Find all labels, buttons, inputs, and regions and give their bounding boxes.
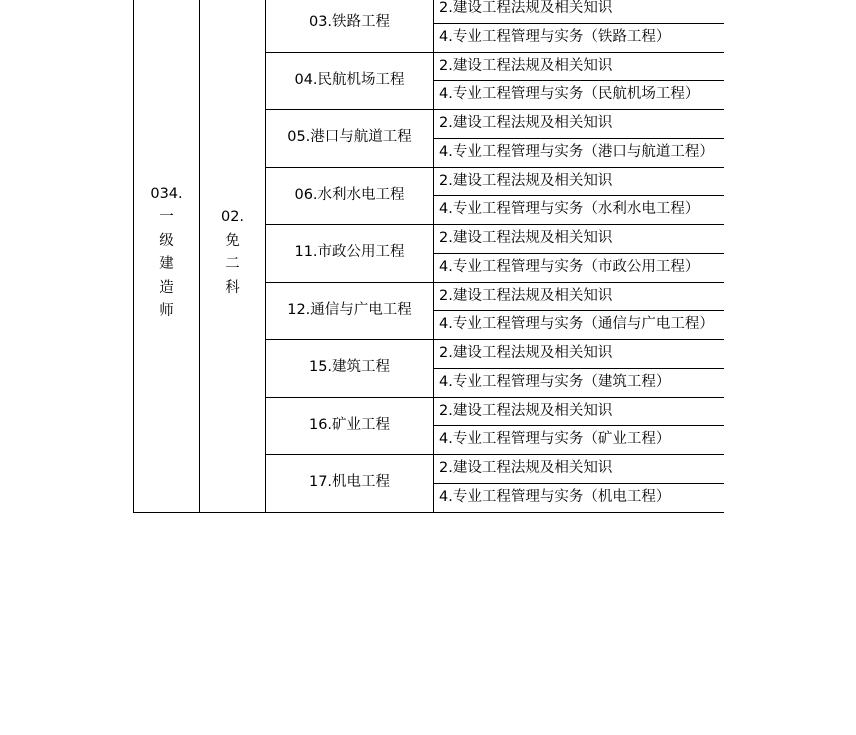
major-name-cell: 15.建筑工程 [266,340,434,398]
subject-cell: 2.建设工程法规及相关知识 [434,282,725,311]
major-name-cell: 11.市政公用工程 [266,225,434,283]
category-code: 034. [150,185,183,202]
category-cell [134,0,200,512]
subject-cell: 2.建设工程法规及相关知识 [434,0,725,23]
subject-cell: 2.建设工程法规及相关知识 [434,225,725,254]
subject-cell: 4.专业工程管理与实务（建筑工程） [434,368,725,397]
subject-cell: 2.建设工程法规及相关知识 [434,340,725,369]
subject-cell: 2.建设工程法规及相关知识 [434,455,725,484]
subject-cell: 4.专业工程管理与实务（机电工程） [434,483,725,512]
subject-cell: 2.建设工程法规及相关知识 [434,110,725,139]
subject-cell: 4.专业工程管理与实务（水利水电工程） [434,196,725,225]
subject-cell: 4.专业工程管理与实务（市政公用工程） [434,253,725,282]
category-name: 一 级 建 造 师 [159,209,174,320]
subject-cell: 4.专业工程管理与实务（民航机场工程） [434,81,725,110]
subject-cell: 4.专业工程管理与实务（矿业工程） [434,426,725,455]
exemption-cell [200,0,266,512]
table-row [134,0,725,23]
subject-cell: 2.建设工程法规及相关知识 [434,397,725,426]
major-name-cell: 06.水利水电工程 [266,167,434,225]
major-name-cell: 17.机电工程 [266,455,434,513]
major-name-cell: 04.民航机场工程 [266,52,434,110]
major-name-cell: 03.铁路工程 [266,0,434,52]
major-name-cell: 05.港口与航道工程 [266,110,434,168]
exemption-name: 免 二 科 [225,232,240,296]
subject-cell: 4.专业工程管理与实务（铁路工程） [434,23,725,52]
major-name-cell: 12.通信与广电工程 [266,282,434,340]
subject-cell: 2.建设工程法规及相关知识 [434,167,725,196]
major-name-cell: 16.矿业工程 [266,397,434,455]
subject-cell: 4.专业工程管理与实务（港口与航道工程） [434,138,725,167]
subject-cell: 4.专业工程管理与实务（通信与广电工程） [434,311,725,340]
exemption-code: 02. [220,209,245,226]
table-container [133,0,724,735]
exam-subject-table [133,0,724,513]
subject-cell: 2.建设工程法规及相关知识 [434,52,725,81]
